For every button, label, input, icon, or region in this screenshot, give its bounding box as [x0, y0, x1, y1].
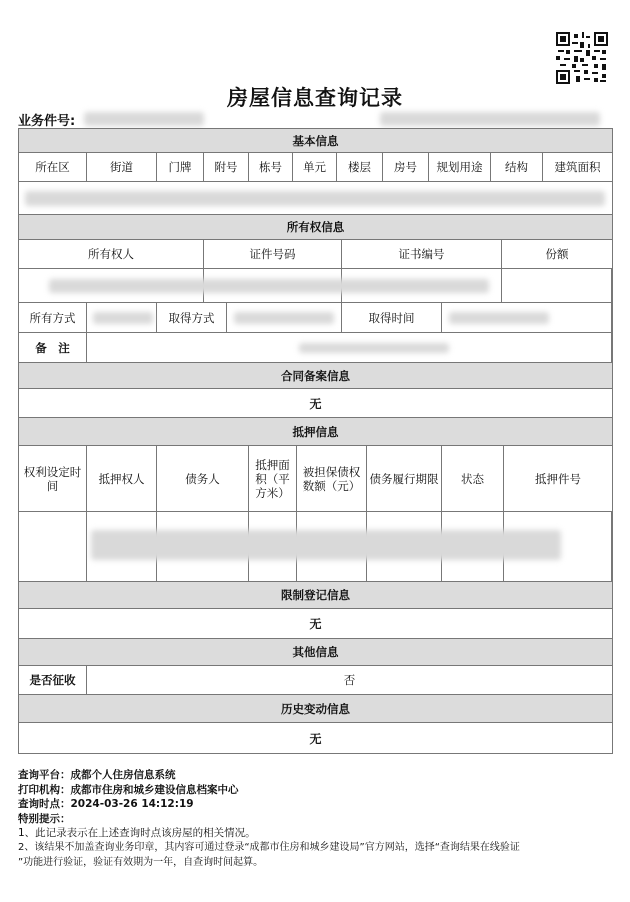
business-no-label: 业务件号:: [18, 114, 76, 129]
expropriation-value: 否: [343, 673, 356, 687]
ownership-method-row: [19, 303, 612, 333]
other-row: [19, 666, 612, 695]
footer-platform: 查询平台：成都个人住房信息系统: [18, 769, 176, 781]
header-mortgage-area: 抵押面积（平方米）: [249, 446, 297, 511]
header-mortgagee: 抵押权人: [87, 446, 157, 511]
header-area: 建筑面积: [554, 160, 601, 174]
section-mortgage: 抵押信息: [19, 418, 612, 446]
label-acquire-method: 取得方式: [157, 303, 227, 332]
redacted-business-no: [84, 112, 204, 126]
footer-note-2b: ”功能进行验证，验证有效期为一年，自查询时间起算。: [18, 856, 264, 868]
redacted-ownership-values: [49, 279, 489, 293]
section-other: 其他信息: [19, 639, 612, 666]
ownership-value-row: [19, 269, 612, 303]
section-contract: 合同备案信息: [19, 363, 612, 389]
footer-notes-label: 特别提示：: [18, 812, 71, 825]
mortgage-header-row: [19, 446, 612, 512]
header-set-time: 权利设定时间: [19, 446, 87, 511]
ownership-header-row: [19, 240, 612, 269]
header-term: 债务履行期限: [367, 446, 442, 511]
header-owner: 所有权人: [19, 240, 204, 268]
label-expropriation: 是否征收: [19, 666, 87, 694]
section-basic: 基本信息: [19, 129, 612, 153]
header-floor: 楼层: [337, 153, 383, 181]
header-district: 所在区: [19, 153, 87, 181]
header-secured-amount: 被担保债权数额（元）: [297, 446, 367, 511]
header-building: 栋号: [249, 153, 293, 181]
footer-query-time: 查询时点：2024-03-26 14:12:19: [18, 798, 194, 811]
header-street: 街道: [87, 153, 157, 181]
basic-header-row: [19, 153, 612, 182]
redacted-basic-values: [25, 191, 605, 206]
section-history: 历史变动信息: [19, 695, 612, 723]
redacted-remark: [299, 343, 449, 353]
section-restriction: 限制登记信息: [19, 582, 612, 609]
page-title: 房屋信息查询记录: [227, 86, 403, 110]
header-subno: 附号: [204, 153, 249, 181]
contract-value: 无: [19, 389, 612, 418]
header-debtor: 债务人: [157, 446, 249, 511]
footer-note-2a: 2、该结果不加盖查询业务印章，其内容可通过登录“成都市住房和城乡建设局”官方网站，选择“查询结果在线验证: [18, 841, 520, 853]
record-table: [18, 128, 613, 754]
header-usage: 规划用途: [429, 153, 491, 181]
header-cert-no: 证书编号: [342, 240, 502, 268]
header-unit: 单元: [293, 153, 337, 181]
label-acquire-time: 取得时间: [342, 303, 442, 332]
redacted-acquire-values: [234, 312, 334, 324]
header-room: 房号: [383, 153, 429, 181]
header-id-no: 证件号码: [204, 240, 342, 268]
mortgage-value-row: [19, 512, 612, 582]
label-remark: 备 注: [19, 333, 87, 362]
header-structure: 结构: [491, 153, 543, 181]
header-door: 门牌: [157, 153, 204, 181]
footer: [18, 768, 618, 870]
redacted-business-no-2: [380, 112, 600, 126]
label-own-method: 所有方式: [19, 303, 87, 332]
footer-print-org: 打印机构：成都市住房和城乡建设信息档案中心: [18, 783, 239, 796]
header-status: 状态: [442, 446, 504, 511]
redacted-mortgage-values: [91, 530, 561, 560]
remark-row: [19, 333, 612, 363]
history-value: 无: [19, 723, 612, 754]
section-ownership: 所有权信息: [19, 215, 612, 240]
qr-code: [556, 32, 608, 84]
header-share: 份额: [545, 247, 569, 261]
redacted-time-values: [449, 312, 549, 324]
basic-value-row: [19, 182, 612, 215]
footer-note-1: 1、此记录表示在上述查询时点该房屋的相关情况。: [18, 827, 256, 840]
header-mortgage-no: 抵押件号: [535, 471, 581, 486]
redacted-method-values: [93, 312, 153, 324]
restriction-value: 无: [19, 609, 612, 639]
